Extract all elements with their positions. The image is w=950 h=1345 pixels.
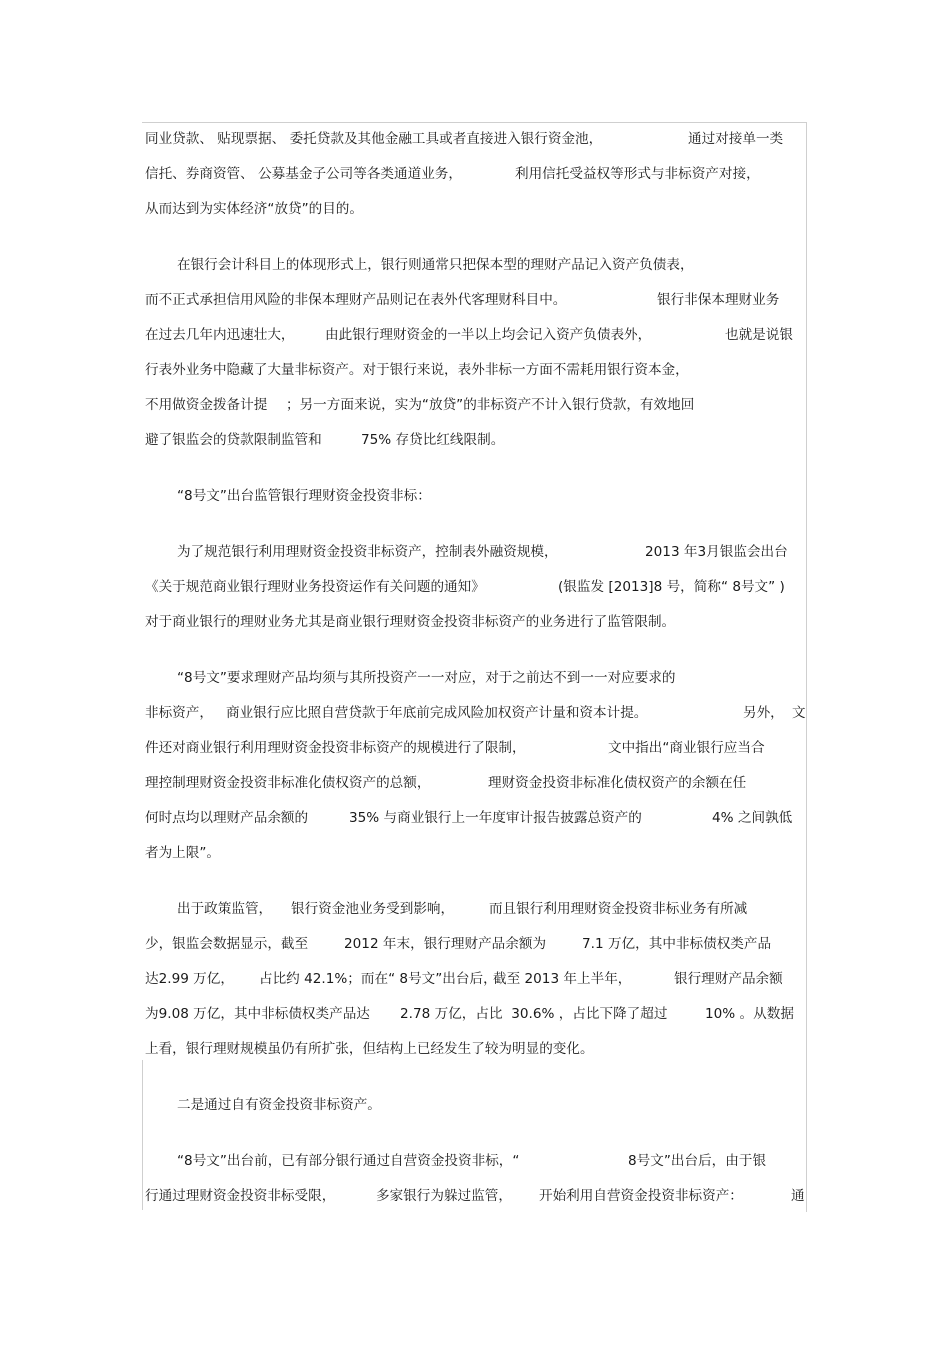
- text-line: [145, 737, 810, 759]
- text-line: [145, 541, 810, 563]
- text-line: [145, 429, 810, 451]
- text-segment: 通: [791, 1188, 805, 1204]
- text-segment: 10% 。从数据: [705, 1006, 794, 1022]
- text-segment: 非标资产，: [145, 705, 213, 721]
- text-segment: 达2.99 万亿，: [145, 971, 234, 987]
- text-segment: 银行资金池业务受到影响，: [291, 901, 455, 917]
- text-line: [145, 289, 810, 311]
- text-segment: 75% 存贷比红线限制。: [361, 432, 505, 448]
- text-line: [145, 324, 810, 346]
- text-line: [145, 842, 810, 864]
- text-segment: 利用信托受益权等形式与非标资产对接，: [515, 166, 760, 182]
- text-segment: 文: [792, 705, 806, 721]
- text-line: [145, 611, 810, 633]
- text-segment: 开始利用自营资金投资非标资产：: [539, 1188, 743, 1204]
- text-segment: 同业贷款、 贴现票据、 委托贷款及其他金融工具或者直接进入银行资金池，: [145, 131, 603, 147]
- text-line: [145, 1038, 810, 1060]
- text-segment: 为9.08 万亿，其中非标债权类产品达: [145, 1006, 370, 1022]
- text-segment: 行通过理财资金投资非标受限，: [145, 1188, 336, 1204]
- text-segment: 少，银监会数据显示，截至: [145, 936, 309, 952]
- text-segment: “8号文”出台前，已有部分银行通过自营资金投资非标，“: [177, 1153, 520, 1169]
- text-segment: 理财资金投资非标准化债权资产的余额在任: [488, 775, 747, 791]
- text-segment: 由此银行理财资金的一半以上均会记入资产负债表外，: [325, 327, 652, 343]
- text-segment: 多家银行为躲过监管，: [376, 1188, 512, 1204]
- text-line: [145, 898, 810, 920]
- text-segment: 信托、券商资管、 公募基金子公司等各类通道业务，: [145, 166, 462, 182]
- text-segment: 从而达到为实体经济“放贷”的目的。: [145, 201, 363, 217]
- page-frame-left: [142, 1060, 143, 1210]
- text-segment: 而且银行利用理财资金投资非标业务有所减: [489, 901, 748, 917]
- text-segment: 在银行会计科目上的体现形式上，银行则通常只把保本型的理财产品记入资产负债表，: [177, 257, 694, 273]
- text-segment: 出于政策监管，: [177, 901, 273, 917]
- text-segment: 2012 年末，银行理财产品余额为: [344, 936, 547, 952]
- text-line: [145, 772, 810, 794]
- text-segment: 行表外业务中隐藏了大量非标资产。对于银行来说，表外非标一方面不需耗用银行资本金，: [145, 362, 689, 378]
- text-line: [145, 1150, 810, 1172]
- text-segment: 件还对商业银行利用理财资金投资非标资产的规模进行了限制，: [145, 740, 526, 756]
- text-segment: 4% 之间孰低: [712, 810, 793, 826]
- text-segment: 不用做资金拨备计提: [145, 397, 268, 413]
- text-line: [145, 1003, 810, 1025]
- text-line: [145, 933, 810, 955]
- text-segment: 文中指出“商业银行应当合: [608, 740, 765, 756]
- text-segment: “8号文”出台监管银行理财资金投资非标：: [177, 488, 431, 504]
- text-segment: 8号文”出台后，由于银: [628, 1153, 767, 1169]
- text-segment: 另外，: [743, 705, 784, 721]
- text-line: [145, 1185, 810, 1207]
- text-segment: 在过去几年内迅速壮大，: [145, 327, 295, 343]
- text-segment: 银行理财产品余额: [674, 971, 783, 987]
- text-segment: 对于商业银行的理财业务尤其是商业银行理财资金投资非标资产的业务进行了监管限制。: [145, 614, 676, 630]
- text-line: [145, 128, 810, 150]
- text-segment: 而不正式承担信用风险的非保本理财产品则记在表外代客理财科目中。: [145, 292, 567, 308]
- text-segment: 2.78 万亿，占比 30.6% ，占比下降了超过: [400, 1006, 668, 1022]
- text-line: [145, 163, 810, 185]
- text-segment: ；另一方面来说，实为“放贷”的非标资产不计入银行贷款，有效地回: [286, 397, 695, 413]
- text-segment: 7.1 万亿，其中非标债权类产品: [582, 936, 772, 952]
- text-segment: 2013 年3月银监会出台: [645, 544, 788, 560]
- text-line: [145, 702, 810, 724]
- page-frame-top: [142, 122, 807, 123]
- text-segment: 银行非保本理财业务: [657, 292, 780, 308]
- text-line: [145, 576, 810, 598]
- text-segment: 二是通过自有资金投资非标资产。: [177, 1097, 381, 1113]
- text-segment: 避了银监会的贷款限制监管和: [145, 432, 322, 448]
- text-line: [145, 968, 810, 990]
- text-line: [145, 394, 810, 416]
- text-line: [145, 667, 810, 689]
- text-line: [145, 1094, 810, 1116]
- text-segment: 通过对接单一类: [688, 131, 784, 147]
- text-line: [145, 485, 810, 507]
- text-segment: 占比约 42.1%；而在“ 8号文”出台后，: [259, 971, 497, 987]
- text-segment: 截至 2013 年上半年，: [493, 971, 632, 987]
- text-segment: 商业银行应比照自营贷款于年底前完成风险加权资产计量和资本计提。: [226, 705, 648, 721]
- text-segment: 上看，银行理财规模虽仍有所扩张，但结构上已经发生了较为明显的变化。: [145, 1041, 594, 1057]
- text-segment: 也就是说银: [725, 327, 793, 343]
- text-segment: 理控制理财资金投资非标准化债权资产的总额，: [145, 775, 431, 791]
- text-segment: (银监发 [2013]8 号，简称“ 8号文” ): [558, 579, 785, 595]
- text-segment: 35% 与商业银行上一年度审计报告披露总资产的: [349, 810, 642, 826]
- text-segment: “8号文”要求理财产品均须与其所投资产一一对应，对于之前达不到一一对应要求的: [177, 670, 676, 686]
- text-segment: 何时点均以理财产品余额的: [145, 810, 309, 826]
- text-line: [145, 198, 810, 220]
- text-segment: 《关于规范商业银行理财业务投资运作有关问题的通知》: [145, 579, 485, 595]
- text-line: [145, 254, 810, 276]
- text-segment: 为了规范银行利用理财资金投资非标资产，控制表外融资规模，: [177, 544, 558, 560]
- text-line: [145, 359, 810, 381]
- text-segment: 者为上限”。: [145, 845, 221, 861]
- text-line: [145, 807, 810, 829]
